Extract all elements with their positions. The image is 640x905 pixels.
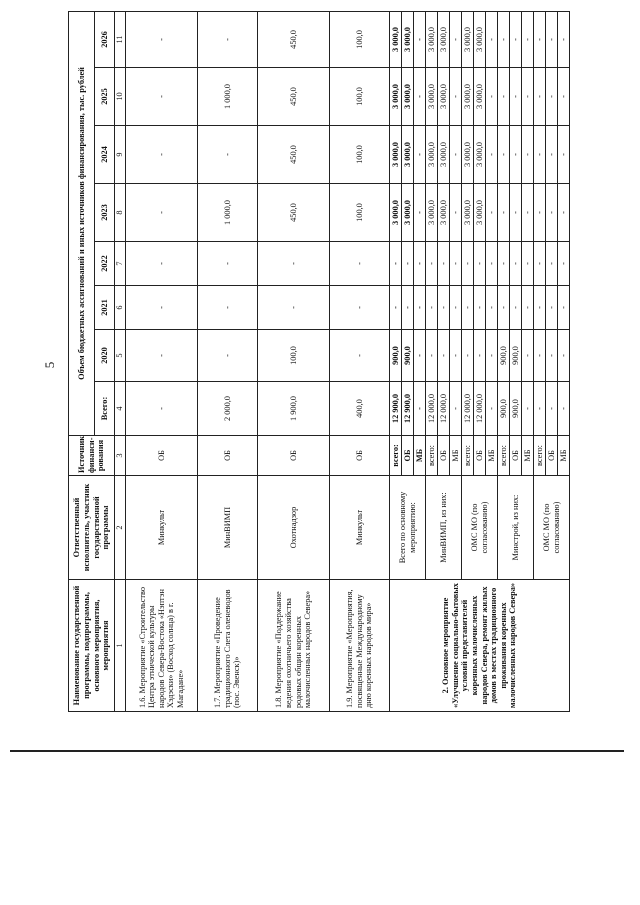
cell-value: - — [486, 242, 498, 286]
cell-value: 450,0 — [258, 68, 330, 126]
cell-value: 900,0 — [510, 330, 522, 382]
table-row — [258, 11, 330, 711]
header-year: 2021 — [95, 286, 115, 330]
row-source: ОБ — [438, 436, 450, 476]
cell-value: - — [534, 382, 546, 436]
row-source: всего: — [462, 436, 474, 476]
row-source: ОБ — [126, 436, 198, 476]
col-number: 10 — [115, 68, 126, 126]
cell-value: 900,0 — [402, 330, 414, 382]
row-source: ОБ — [330, 436, 390, 476]
cell-value: 450,0 — [258, 11, 330, 67]
cell-value: - — [558, 242, 570, 286]
row-executor: МинВИМП, из них: — [426, 476, 462, 580]
cell-value: - — [258, 242, 330, 286]
cell-value: - — [426, 330, 438, 382]
cell-value: 900,0 — [390, 330, 402, 382]
cell-value: - — [498, 68, 510, 126]
cell-value: 3 000,0 — [390, 126, 402, 184]
row-source: ОБ — [402, 436, 414, 476]
cell-value: - — [414, 68, 426, 126]
cell-value: 3 000,0 — [426, 126, 438, 184]
cell-value: - — [402, 286, 414, 330]
row-name: 1.7. Мероприятие «Проведение традиционного Слета оленеводов (пос. Эвенск)» — [198, 580, 258, 712]
cell-value: 3 000,0 — [474, 126, 486, 184]
cell-value: 400,0 — [330, 382, 390, 436]
row-source: всего: — [498, 436, 510, 476]
row-executor: Охотнадзор — [258, 476, 330, 580]
cell-value: - — [510, 286, 522, 330]
row-executor: Минкульт — [126, 476, 198, 580]
row-name: 2. Основное мероприятие «Улучшение социально-бытовых условий представителей коренных малочисленных народов Севера, ремонт жилых домов в местах традиционного проживания коренных малочисленных народов Севера» — [390, 580, 570, 712]
cell-value: 3 000,0 — [438, 184, 450, 242]
header-volume: Объем бюджетных ассигнований и иных источников финансирования, тыс. рублей — [69, 11, 95, 435]
cell-value: - — [510, 126, 522, 184]
cell-value: 900,0 — [498, 382, 510, 436]
header-year: 2024 — [95, 126, 115, 184]
cell-value: 3 000,0 — [462, 126, 474, 184]
cell-value: 3 000,0 — [438, 126, 450, 184]
table-row — [390, 11, 402, 711]
cell-value: - — [534, 184, 546, 242]
cell-value: - — [126, 68, 198, 126]
row-source: всего: — [534, 436, 546, 476]
cell-value: - — [474, 242, 486, 286]
cell-value: - — [450, 68, 462, 126]
table-row — [126, 11, 198, 711]
col-number: 8 — [115, 184, 126, 242]
cell-value: 3 000,0 — [438, 11, 450, 67]
cell-value: - — [486, 184, 498, 242]
row-name: 1.8. Мероприятие «Поддержание ведения охотничьего хозяйства родовых общин коренных малочисленных народов Севера» — [258, 580, 330, 712]
cell-value: - — [546, 330, 558, 382]
row-source: МБ — [414, 436, 426, 476]
row-source: МБ — [486, 436, 498, 476]
header-year: 2022 — [95, 242, 115, 286]
row-source: всего: — [390, 436, 402, 476]
cell-value: - — [126, 126, 198, 184]
col-number: 2 — [115, 476, 126, 580]
table-row — [198, 11, 258, 711]
col-number: 1 — [115, 580, 126, 712]
cell-value: - — [510, 184, 522, 242]
cell-value: 100,0 — [258, 330, 330, 382]
cell-value: 1 900,0 — [258, 382, 330, 436]
cell-value: 100,0 — [330, 126, 390, 184]
cell-value: 3 000,0 — [462, 184, 474, 242]
cell-value: 12 000,0 — [474, 382, 486, 436]
table-row — [330, 11, 390, 711]
budget-table — [68, 11, 570, 712]
cell-value: - — [558, 184, 570, 242]
cell-value: - — [462, 286, 474, 330]
landscape-content — [68, 12, 568, 712]
cell-value: - — [126, 184, 198, 242]
col-number: 5 — [115, 330, 126, 382]
cell-value: - — [522, 11, 534, 67]
cell-value: 3 000,0 — [462, 11, 474, 67]
cell-value: 900,0 — [498, 330, 510, 382]
row-source: ОБ — [474, 436, 486, 476]
cell-value: - — [558, 68, 570, 126]
col-number: 4 — [115, 382, 126, 436]
row-source: ОБ — [546, 436, 558, 476]
cell-value: - — [390, 286, 402, 330]
cell-value: 12 900,0 — [402, 382, 414, 436]
cell-value: - — [426, 286, 438, 330]
cell-value: - — [330, 286, 390, 330]
row-source: МБ — [522, 436, 534, 476]
cell-value: - — [486, 11, 498, 67]
section-2-body — [390, 11, 570, 711]
row-executor: Минстрой, из них: — [498, 476, 534, 580]
cell-value: 12 000,0 — [426, 382, 438, 436]
cell-value: - — [510, 242, 522, 286]
cell-value: 900,0 — [510, 382, 522, 436]
cell-value: - — [390, 242, 402, 286]
cell-value: - — [450, 242, 462, 286]
cell-value: - — [450, 330, 462, 382]
header-executor: Ответственный исполнитель, участник государственной программы — [69, 476, 115, 580]
cell-value: 3 000,0 — [474, 11, 486, 67]
cell-value: - — [522, 184, 534, 242]
cell-value: 1 000,0 — [198, 68, 258, 126]
cell-value: - — [546, 11, 558, 67]
cell-value: - — [546, 184, 558, 242]
row-executor: Всего по основному мероприятию: — [390, 476, 426, 580]
cell-value: 3 000,0 — [462, 68, 474, 126]
cell-value: 3 000,0 — [402, 11, 414, 67]
cell-value: 3 000,0 — [426, 11, 438, 67]
col-number: 3 — [115, 436, 126, 476]
cell-value: - — [450, 184, 462, 242]
row-source: всего: — [426, 436, 438, 476]
cell-value: - — [558, 382, 570, 436]
cell-value: - — [546, 68, 558, 126]
cell-value: - — [438, 286, 450, 330]
cell-value: - — [558, 11, 570, 67]
cell-value: - — [126, 330, 198, 382]
cell-value: - — [198, 330, 258, 382]
rotated-page — [68, 12, 640, 709]
cell-value: - — [450, 382, 462, 436]
header-year: 2025 — [95, 68, 115, 126]
cell-value: - — [498, 242, 510, 286]
cell-value: 3 000,0 — [402, 184, 414, 242]
header-year: 2023 — [95, 184, 115, 242]
cell-value: - — [510, 11, 522, 67]
cell-value: - — [558, 330, 570, 382]
cell-value: - — [330, 330, 390, 382]
header-year: 2026 — [95, 11, 115, 67]
cell-value: - — [486, 286, 498, 330]
row-source: МБ — [558, 436, 570, 476]
cell-value: 3 000,0 — [438, 68, 450, 126]
cell-value: - — [558, 126, 570, 184]
cell-value: - — [438, 242, 450, 286]
cell-value: - — [546, 286, 558, 330]
cell-value: 3 000,0 — [402, 68, 414, 126]
cell-value: 2 000,0 — [198, 382, 258, 436]
cell-value: - — [522, 68, 534, 126]
cell-value: - — [534, 11, 546, 67]
cell-value: - — [414, 286, 426, 330]
cell-value: - — [474, 330, 486, 382]
cell-value: - — [534, 242, 546, 286]
cell-value: - — [414, 242, 426, 286]
horizontal-rule — [10, 750, 624, 752]
cell-value: - — [198, 286, 258, 330]
cell-value: 12 000,0 — [438, 382, 450, 436]
page-number: 5 — [42, 361, 57, 369]
cell-value: - — [438, 330, 450, 382]
cell-value: 3 000,0 — [402, 126, 414, 184]
cell-value: 100,0 — [330, 184, 390, 242]
cell-value: - — [474, 286, 486, 330]
header-source: Источник финанси-рования — [69, 436, 115, 476]
row-source: МБ — [450, 436, 462, 476]
cell-value: - — [486, 126, 498, 184]
cell-value: - — [522, 126, 534, 184]
header-total: Всего: — [95, 382, 115, 436]
cell-value: - — [462, 242, 474, 286]
cell-value: - — [414, 184, 426, 242]
cell-value: - — [498, 11, 510, 67]
cell-value: - — [426, 242, 438, 286]
row-source: ОБ — [510, 436, 522, 476]
row-source: ОБ — [258, 436, 330, 476]
header-year: 2020 — [95, 330, 115, 382]
cell-value: - — [486, 68, 498, 126]
row-name: 1.9. Мероприятие «Мероприятия, посвященные Международному дню коренных народов мира» — [330, 580, 390, 712]
row-executor: МинВИМП — [198, 476, 258, 580]
cell-value: - — [498, 126, 510, 184]
cell-value: - — [198, 11, 258, 67]
cell-value: 3 000,0 — [426, 68, 438, 126]
cell-value: 450,0 — [258, 126, 330, 184]
cell-value: - — [402, 242, 414, 286]
cell-value: 12 900,0 — [390, 382, 402, 436]
cell-value: - — [546, 382, 558, 436]
cell-value: - — [558, 286, 570, 330]
cell-value: 100,0 — [330, 11, 390, 67]
cell-value: - — [522, 286, 534, 330]
cell-value: - — [198, 126, 258, 184]
cell-value: - — [534, 126, 546, 184]
cell-value: - — [414, 382, 426, 436]
cell-value: - — [126, 286, 198, 330]
cell-value: - — [498, 184, 510, 242]
cell-value: - — [534, 68, 546, 126]
cell-value: - — [522, 242, 534, 286]
col-number: 6 — [115, 286, 126, 330]
row-executor: Минкульт — [330, 476, 390, 580]
cell-value: - — [126, 382, 198, 436]
cell-value: 3 000,0 — [474, 68, 486, 126]
cell-value: - — [414, 126, 426, 184]
row-source: ОБ — [198, 436, 258, 476]
cell-value: - — [486, 382, 498, 436]
col-number: 7 — [115, 242, 126, 286]
cell-value: - — [522, 382, 534, 436]
cell-value: 3 000,0 — [426, 184, 438, 242]
cell-value: 450,0 — [258, 184, 330, 242]
cell-value: - — [450, 11, 462, 67]
cell-value: - — [450, 286, 462, 330]
cell-value: 100,0 — [330, 68, 390, 126]
cell-value: - — [546, 242, 558, 286]
header-name: Наименование государственной программы, подпрограммы, основного мероприятия, мероприятия — [69, 580, 115, 712]
cell-value: - — [534, 330, 546, 382]
cell-value: - — [330, 242, 390, 286]
cell-value: - — [522, 330, 534, 382]
cell-value: - — [498, 286, 510, 330]
cell-value: - — [198, 242, 258, 286]
cell-value: - — [414, 330, 426, 382]
cell-value: 1 000,0 — [198, 184, 258, 242]
cell-value: - — [510, 68, 522, 126]
cell-value: - — [126, 242, 198, 286]
row-executor: ОМС МО (по согласованию) — [534, 476, 570, 580]
cell-value: - — [462, 330, 474, 382]
row-name: 1.6. Мероприятие «Строительство Центра этнической культуры народов Севера-Востока «Нэптэн Хэдэски» (Восход солнца) в г. Магадане» — [126, 580, 198, 712]
cell-value: - — [126, 11, 198, 67]
cell-value: - — [258, 286, 330, 330]
cell-value: 3 000,0 — [390, 184, 402, 242]
cell-value: - — [414, 11, 426, 67]
cell-value: - — [450, 126, 462, 184]
cell-value: - — [486, 330, 498, 382]
cell-value: 3 000,0 — [390, 11, 402, 67]
cell-value: 3 000,0 — [474, 184, 486, 242]
col-number: 11 — [115, 11, 126, 67]
cell-value: 3 000,0 — [390, 68, 402, 126]
col-number: 9 — [115, 126, 126, 184]
cell-value: 12 000,0 — [462, 382, 474, 436]
cell-value: - — [534, 286, 546, 330]
row-executor: ОМС МО (по согласованию) — [462, 476, 498, 580]
cell-value: - — [546, 126, 558, 184]
